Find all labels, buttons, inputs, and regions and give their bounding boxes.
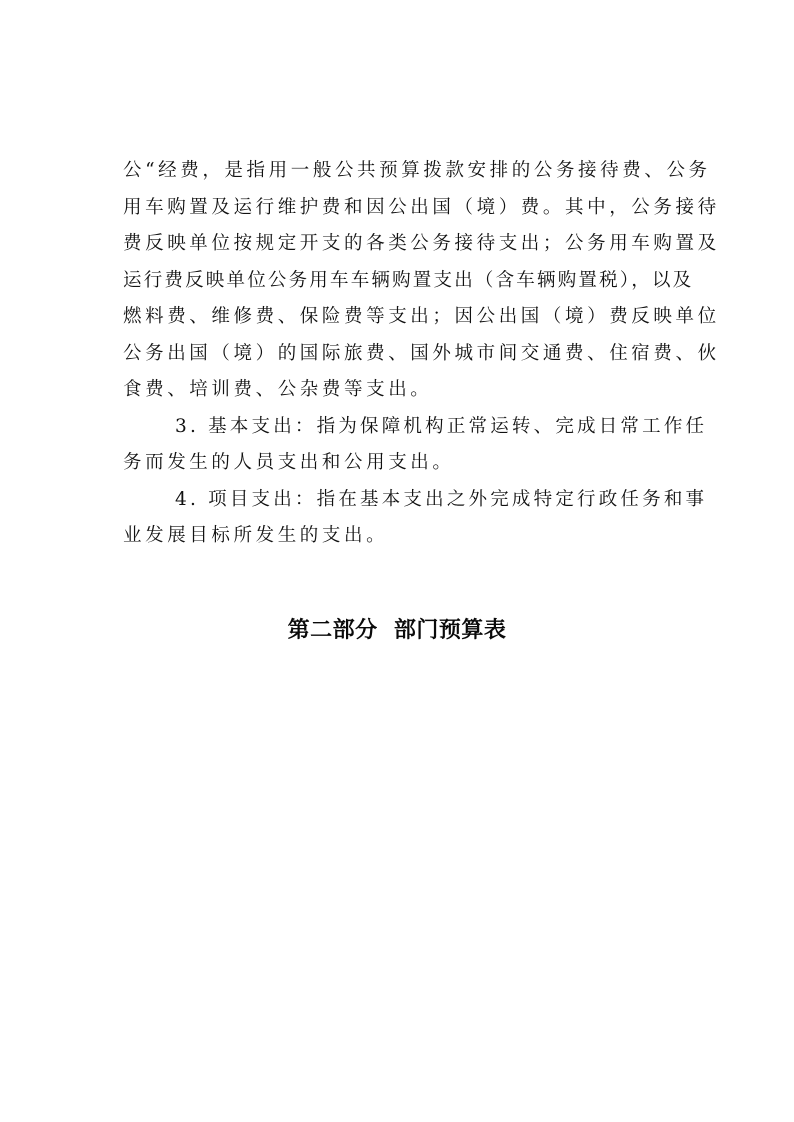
item-4-line-1: 4. 项目支出：指在基本支出之外完成特定行政任务和事: [175, 488, 708, 510]
paragraph-line: 公“经费，是指用一般公共预算拨款安排的公务接待费、公务: [123, 160, 711, 181]
paragraph-line: 食费、培训费、公杂费等支出。: [123, 379, 433, 400]
paragraph-line: 公务出国（境）的国际旅费、国外城市间交通费、住宿费、伙: [123, 342, 720, 364]
paragraph-line: 运行费反映单位公务用车车辆购置支出（含车辆购置税），以及: [123, 269, 694, 291]
item-4-line-2: 业发展目标所发生的支出。: [123, 525, 389, 546]
paragraph-line: 用车购置及运行维护费和因公出国（境）费。其中，公务接待: [123, 196, 720, 218]
paragraph-line: 燃料费、维修费、保险费等支出；因公出国（境）费反映单位: [123, 306, 720, 327]
item-3-line-2: 务而发生的人员支出和公用支出。: [123, 452, 455, 473]
section-title: 第二部分 部门预算表: [287, 617, 507, 643]
paragraph-line: 费反映单位按规定开支的各类公务接待支出；公务用车购置及: [123, 233, 720, 254]
document-body: [123, 153, 720, 555]
item-3-line-1: 3. 基本支出：指为保障机构正常运转、完成日常工作任: [175, 415, 708, 437]
